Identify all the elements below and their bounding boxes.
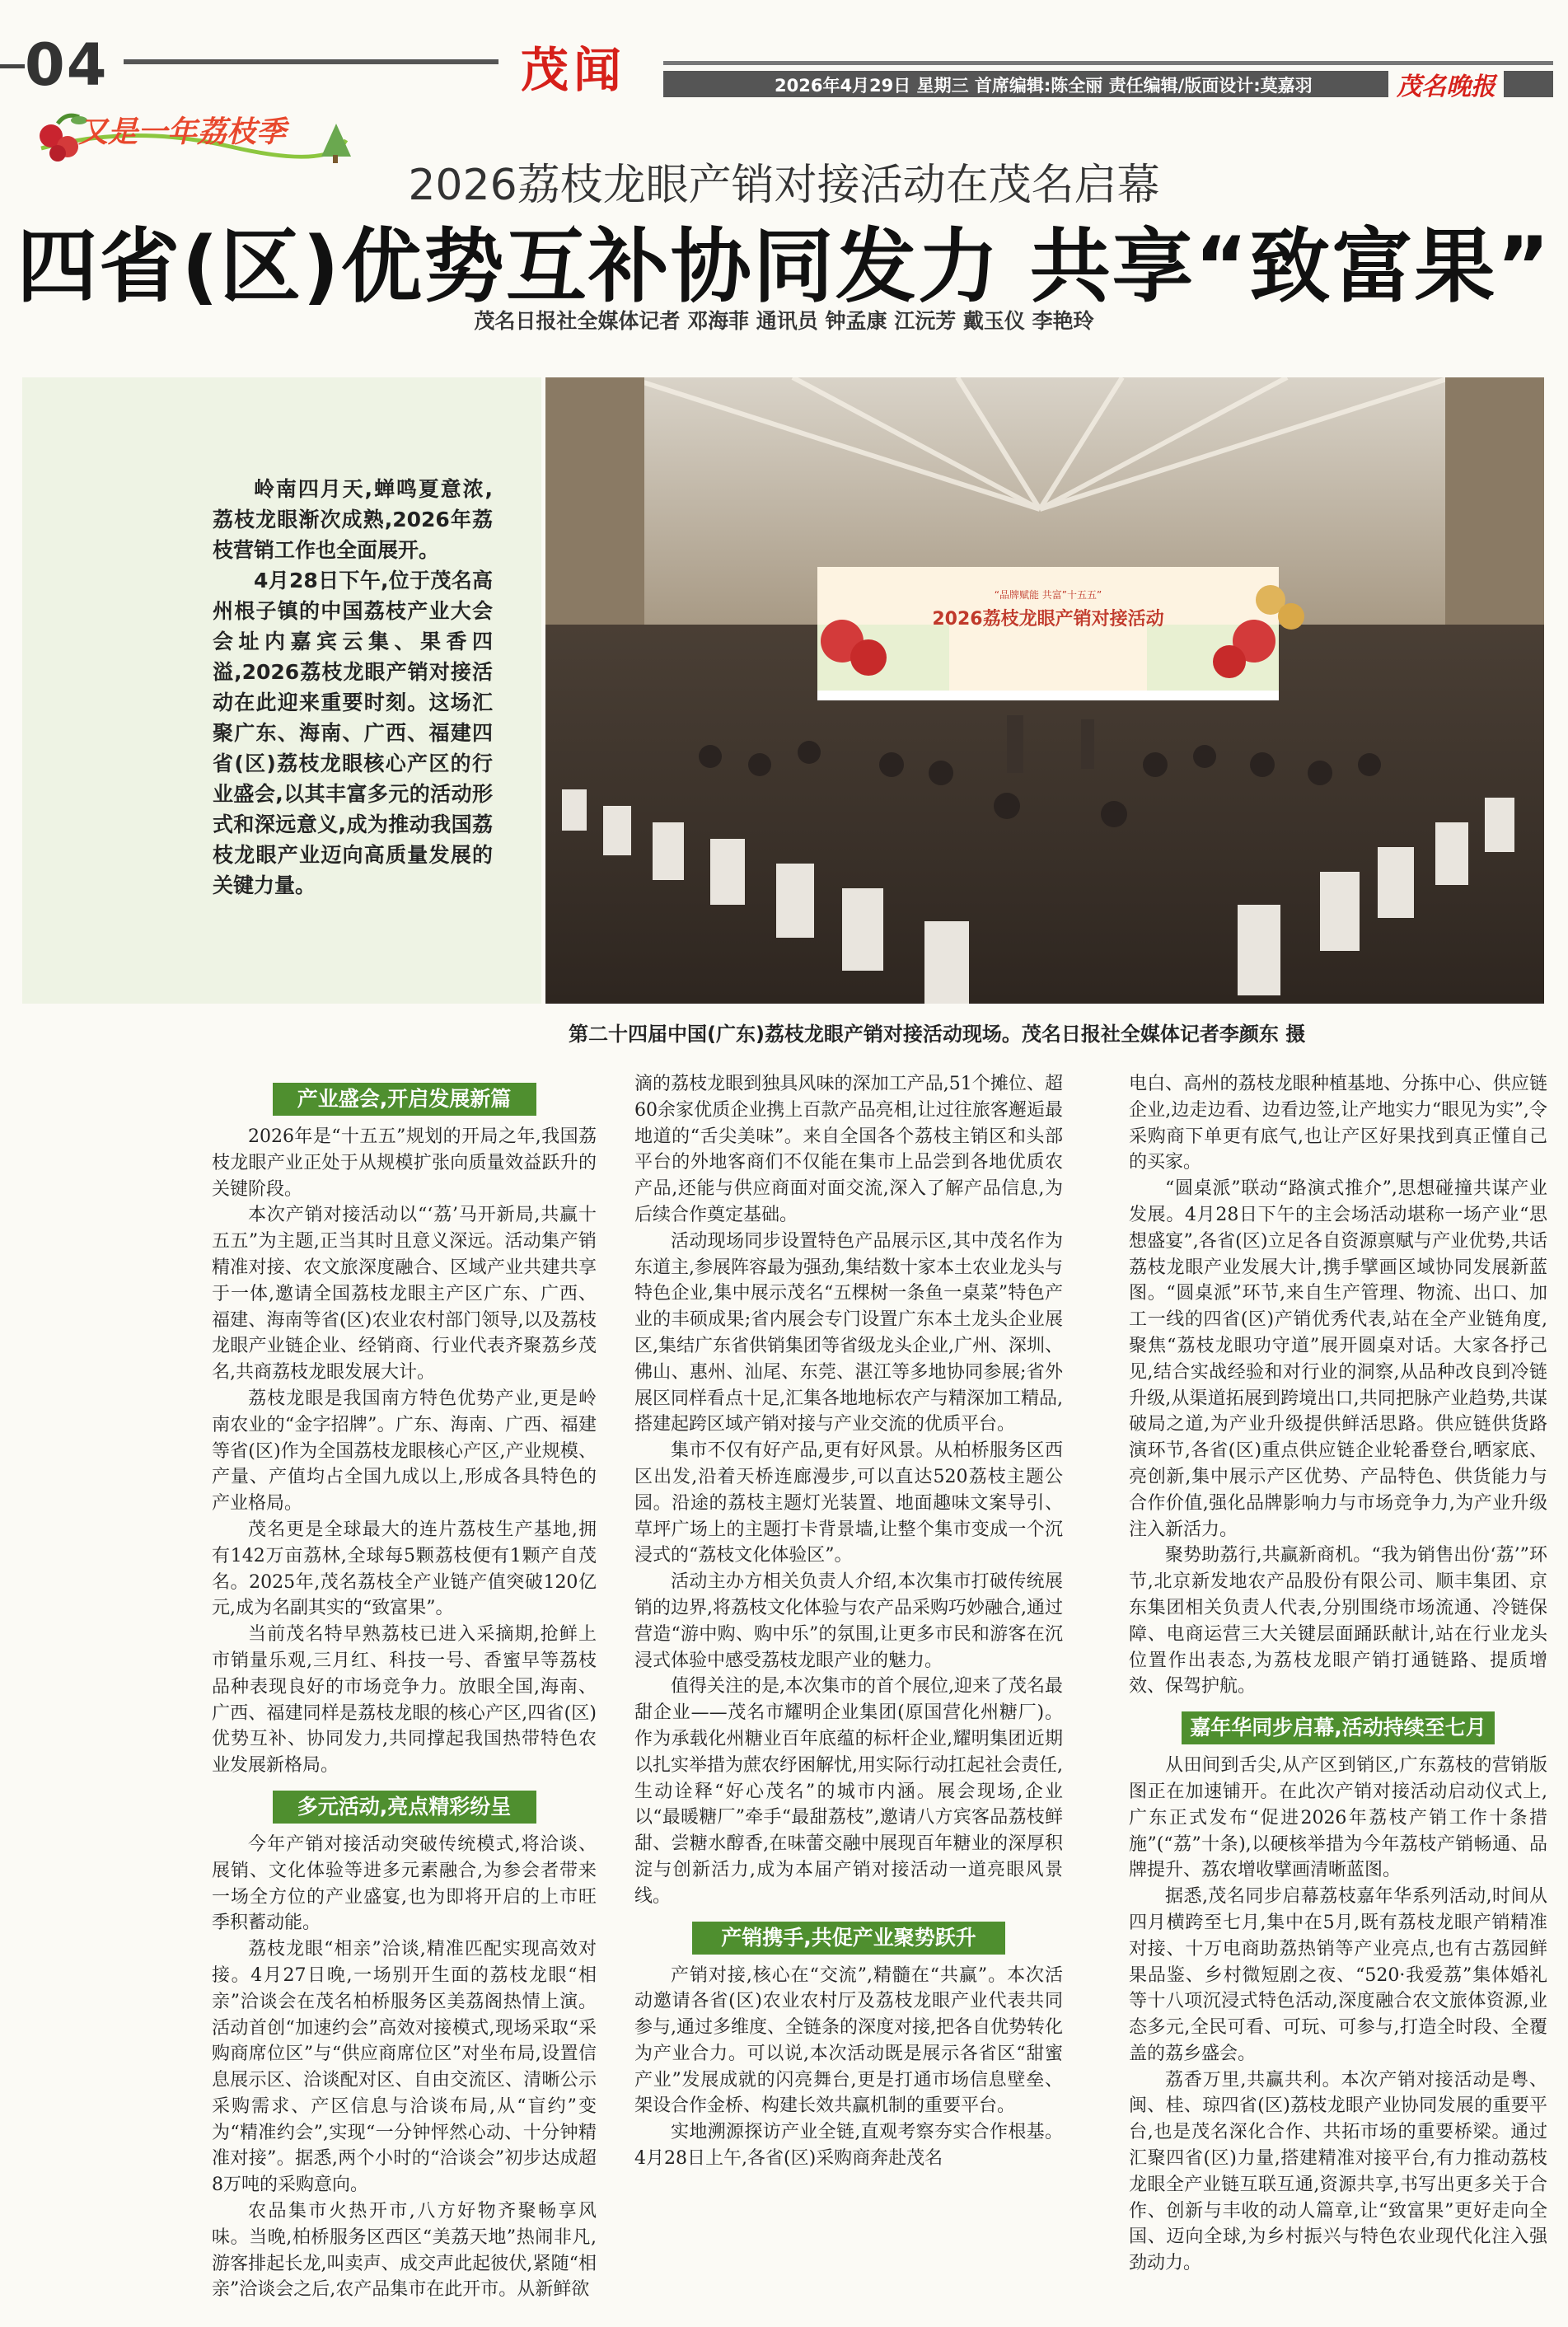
section-name-text: 茂闻 — [521, 42, 627, 98]
article-subtitle: 2026荔枝龙眼产销对接活动在茂名启幕 — [408, 161, 1160, 210]
paragraph: 荔香万里,共赢共利。本次产销对接活动是粤、闽、桂、琼四省(区)荔枝龙眼产业协同发展的重要平台,也是茂名深化合作、共拓市场的重要桥梁。通过汇聚四省(区)力量,搭建精准对接平台,有力推动荔枝龙眼全产业链互联互通,资源共享,书写出更多关于合作、创新与丰收的动人篇章,让“致富果”更好走向全国、迈向全球,为乡村振兴与特色农业现代化注入强劲动力。 — [1129, 2069, 1547, 2274]
paragraph: 本次产销对接活动以“‘荔’马开新局,共赢十五五”为主题,正当其时且意义深远。活动集产销精准对接、农文旅深度融合、区域产业共建共享于一体,邀请全国荔枝龙眼主产区广东、广西、福建、海南等省(区)农业农村部门领导,以及荔枝龙眼产业链企业、经销商、行业代表齐聚荔乡茂名,共商荔枝龙眼发展大计。 — [212, 1205, 597, 1384]
stage-banner-title: 2026荔枝龙眼产销对接活动 — [932, 609, 1164, 630]
lead-paragraph: 4月28日下午,位于茂名高州根子镇的中国荔枝产业大会会址内嘉宾云集、果香四溢,2026荔枝龙眼产销对接活动在此迎来重要时刻。这场汇聚广东、海南、广西、福建四省(区)荔枝龙眼核心产区的行业盛会,以其丰富多元的活动形式和深远意义,成为推动我国荔枝龙眼产业迈向高质量发展的关键力量。 — [213, 569, 493, 897]
column-2 — [634, 1071, 1063, 2172]
stage-banner-small: “品牌赋能 共富”十五五” — [994, 589, 1102, 601]
paragraph: 荔枝龙眼“相亲”洽谈,精准匹配实现高效对接。4月27日晚,一场别开生面的荔枝龙眼“相亲”洽谈会在茂名柏桥服务区美荔阁热情上演。活动首创“加速约会”高效对接模式,现场采取“采购商席位区”与“供应商席位区”对坐布局,设置信息展示区、洽谈配对区、自由交流区、清晰公示采购需求、产区信息与洽谈布局,从“盲约”变为“精准约会”,实现“一分钟怦然心动、十分钟精准对接”。据悉,两个小时的“洽谈会”初步达成超8万吨的采购意向。 — [212, 1939, 597, 2196]
lead-paragraph: 岭南四月天,蝉鸣夏意浓,荔枝龙眼渐次成熟,2026年荔枝营销工作也全面展开。 — [213, 477, 493, 562]
column-3 — [1129, 1071, 1547, 2277]
paragraph: 聚势助荔行,共赢新商机。“我为销售出份‘荔’”环节,北京新发地农产品股份有限公司、顺丰集团、京东集团相关负责人代表,分别围绕市场流通、冷链保障、电商运营三大关键层面踊跃献计,站在行业龙头位置作出表态,为荔枝龙眼产销打通链路、提质增效、保驾护航。 — [1129, 1545, 1547, 1697]
paragraph: 2026年是“十五五”规划的开局之年,我国荔枝龙眼产业正处于从规模扩张向质量效益跃升的关键阶段。 — [212, 1126, 597, 1200]
paragraph: 据悉,茂名同步启幕荔枝嘉年华系列活动,时间从四月横跨至七月,集中在5月,既有荔枝龙眼产销精准对接、十万电商助荔热销等产业亮点,也有古荔园鲜果品鉴、乡村微短剧之夜、“520·我爱荔”集体婚礼等十八项沉浸式特色活动,深度融合农文旅体资源,业态多元,全民可看、可玩、可参与,打造全时段、全覆盖的荔乡盛会。 — [1129, 1886, 1547, 2064]
section-heading: 产业盛会,开启发展新篇 — [273, 1083, 536, 1116]
paragraph: 从田间到舌尖,从产区到销区,广东荔枝的营销版图正在加速铺开。在此次产销对接活动启动仪式上,广东正式发布“促进2026年荔枝产销工作十条措施”(“荔”十条),以硬核举措为今年荔枝产销畅通、品牌提升、荔农增收擘画清晰蓝图。 — [1129, 1755, 1547, 1881]
paragraph: 集市不仅有好产品,更有好风景。从柏桥服务区西区出发,沿着天桥连廊漫步,可以直达520荔枝主题公园。沿途的荔枝主题灯光装置、地面趣味文案导引、草坪广场上的主题打卡背景墙,让整个集市变成一个沉浸式的“荔枝文化体验区”。 — [634, 1440, 1063, 1566]
section-heading: 产销携手,共促产业聚势跃升 — [692, 1922, 1005, 1955]
masthead-rule — [124, 59, 498, 64]
paragraph: 活动现场同步设置特色产品展示区,其中茂名作为东道主,参展阵容最为强劲,集结数十家本土农业龙头与特色企业,集中展示茂名“五棵树一条鱼一桌菜”特色产业的丰硕成果;省内展会专门设置广东本土龙头企业展区,集结广东省供销集团等省级龙头企业,广州、深圳、佛山、惠州、汕尾、东莞、湛江等多地协同参展;省外展区同样看点十足,汇集各地地标农产与精深加工精品,搭建起跨区域产销对接与产业交流的优质平台。 — [634, 1230, 1063, 1435]
photo-caption: 第二十四届中国(广东)荔枝龙眼产销对接活动现场。茂名日报社全媒体记者李颜东 摄 — [569, 1023, 1306, 1046]
paragraph: “圆桌派”联动“路演式推介”,思想碰撞共谋产业发展。4月28日下午的主会场活动堪称一场产业“思想盛宴”,各省(区)立足各自资源禀赋与产业优势,共话荔枝龙眼产业发展大计,携手擘画区域协同发展新蓝图。“圆桌派”环节,来自生产管理、物流、出口、加工一线的四省(区)产销优秀代表,站在全产业链角度,聚焦“荔枝龙眼功守道”展开圆桌对话。大家各抒己见,结合实战经验和对行业的洞察,从品种改良到冷链升级,从渠道拓展到跨境出口,共同把脉产业趋势,共谋破局之道,为产业升级提供鲜活思路。供应链供货路演环节,各省(区)重点供应链企业轮番登台,晒家底、亮创新,集中展示产区优势、产品特色、供货能力与合作价值,强化品牌影响力与市场竞争力,为产业升级注入新活力。 — [1129, 1178, 1547, 1540]
paragraph: 今年产销对接活动突破传统模式,将洽谈、展销、文化体验等进多元素融合,为参会者带来一场全方位的产业盛宴,也为即将开启的上市旺季积蓄动能。 — [212, 1833, 597, 1934]
paragraph: 产销对接,核心在“交流”,精髓在“共赢”。本次活动邀请各省(区)农业农村厅及荔枝龙眼产业代表共同参与,通过多维度、全链条的深度对接,把各自优势转化为产业合力。可以说,本次活动既是展示各省区“甜蜜产业”发展成就的闪亮舞台,更是打通市场信息壁垒、架设合作金桥、构建长效共赢机制的重要平台。 — [634, 1964, 1063, 2117]
paragraph: 茂名更是全球最大的连片荔枝生产基地,拥有142万亩荔林,全球每5颗荔枝便有1颗产自茂名。2025年,茂名荔枝全产业链产值突破120亿元,成为名副其实的“致富果”。 — [212, 1519, 597, 1619]
event-hall-illustration — [545, 377, 1544, 1004]
paragraph: 滴的荔枝龙眼到独具风味的深加工产品,51个摊位、超60余家优质企业携上百款产品亮相,让过往旅客邂逅最地道的“舌尖美味”。来自全国各个荔枝主销区和头部平台的外地客商们不仅能在集市上品尝到各地优质农产品,还能与供应商面对面交流,深入了解产品信息,为后续合作奠定基础。 — [634, 1074, 1063, 1225]
column-1 — [212, 1071, 597, 2303]
dateline: 2026年4月29日 星期三 首席编辑:陈全丽 责任编辑/版面设计:莫嘉羽 — [775, 76, 1313, 96]
article-headline: 四省(区)优势互补协同发力 共享“致富果” — [16, 220, 1552, 314]
paragraph: 电白、高州的荔枝龙眼种植基地、分拣中心、供应链企业,边走边看、边看边签,让产地实力“眼见为实”,令采购商下单更有底气,也让产区好果找到真正懂自己的买家。 — [1129, 1074, 1547, 1173]
paragraph: 活动主办方相关负责人介绍,本次集市打破传统展销的边界,将荔枝文化体验与农产品采购巧妙融合,通过营造“游中购、购中乐”的氛围,让更多市民和游客在沉浸式体验中感受荔枝龙眼产业的魅力。 — [634, 1571, 1063, 1671]
lead-text — [213, 474, 493, 901]
banner-title: 又是一年荔枝季 — [78, 115, 287, 149]
section-name — [521, 31, 644, 98]
section-heading: 多元活动,亮点精彩纷呈 — [273, 1791, 536, 1824]
paragraph: 荔枝龙眼是我国南方特色优势产业,更是岭南农业的“金字招牌”。广东、海南、广西、福建等省(区)作为全国荔枝龙眼核心产区,产业规模、产量、产值均占全国九成以上,形成各具特色的产业格局。 — [212, 1388, 597, 1515]
paper-logo: 茂名晚报 — [1388, 66, 1504, 102]
event-photo — [545, 377, 1544, 1004]
paragraph: 农品集市火热开市,八方好物齐聚畅享风味。当晚,柏桥服务区西区“美荔天地”热闹非凡,游客排起长龙,叫卖声、成交声此起彼伏,紧随“相亲”洽谈会之后,农产品集市在此开市。从新鲜欲 — [212, 2201, 597, 2301]
paragraph: 实地溯源探访产业全链,直观考察夯实合作根基。4月28日上午,各省(区)采购商奔赴茂名 — [634, 2122, 1063, 2170]
section-heading: 嘉年华同步启幕,活动持续至七月 — [1182, 1711, 1495, 1744]
paragraph: 值得关注的是,本次集市的首个展位,迎来了茂名最甜企业——茂名市耀明企业集团(原国营化州糖厂)。作为承载化州糖业百年底蕴的标杆企业,耀明集团近期以扎实举措为蔗农纾困解忧,用实际行动扛起社会责任,生动诠释“好心茂名”的城市内涵。展会现场,企业以“最暖糖厂”牵手“最甜荔枝”,邀请八方宾客品荔枝鲜甜、尝糖水醇香,在味蕾交融中展现百年糖业的深厚积淀与创新活力,成为本届产销对接活动一道亮眼风景线。 — [634, 1676, 1063, 1907]
left-margin — [22, 1063, 199, 2315]
article-byline: 茂名日报社全媒体记者 邓海菲 通讯员 钟孟康 江沅芳 戴玉仪 李艳玲 — [474, 309, 1094, 333]
paragraph: 当前茂名特早熟荔枝已进入采摘期,抢鲜上市销量乐观,三月红、科技一号、香蜜早等荔枝品种表现良好的市场竞争力。放眼全国,海南、广西、福建同样是荔枝龙眼的核心产区,四省(区)优势互补、协同发力,共同撑起我国热带特色农业发展新格局。 — [212, 1624, 597, 1777]
page-number: 04 — [25, 31, 109, 99]
